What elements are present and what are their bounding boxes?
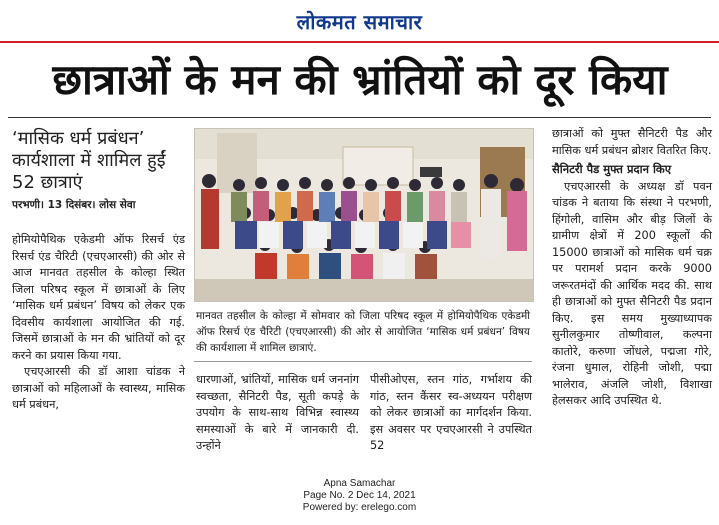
article-column-middle-1 <box>196 372 359 455</box>
headline-rule <box>8 117 711 118</box>
masthead-rule <box>0 41 719 43</box>
paragraph: एचएआरसी के अध्यक्ष डॉ पवन चांडक ने बताया कि संस्था ने परभणी, हिंगोली, वासिम और बीड़ जिलों के ग्रामीण क्षेत्रों में 200 स्कूलों की 15000 छात्राओं को मासिक धर्म चक्र पर परामर्श प्रदान करके 9000 जरूरतमंदों की आर्थिक मदद की. साथ ही छात्राओं को मुफ्त सैनिटरी पैड प्रदान किए. इस समय मुख्याध्यापक सुनीलकुमार तोष्णीवाल, कल्पना कातोरे, करुणा जोंधले, पद्मजा गोरे, रंजना धुमाल, रोहिनी जोशी, पद्मा भालेराव, अंजलि जोशी, विशाखा हेलसकर आदि उपस्थित थे. <box>552 179 712 407</box>
footer-powered-by: Powered by: erelego.com <box>302 502 417 513</box>
paragraph: होमियोपैथिक एकेडमी ऑफ रिसर्च एंड रिसर्च एंड चैरिटी (एचएआरसी) की ओर से आज मानवत तहसील के कोल्हा स्थित जिला परिषद स्कूल में छात्राओं के लिए ‘मासिक धर्म प्रबंधन’ विषय को लेकर एक दिवसीय कार्यशाला आयोजित की गई. जिसमें छात्राओं के मन की भ्रांतियों को दूर करने का प्रयास किया गया. <box>12 233 185 362</box>
paragraph: पीसीओएस, स्तन गांठ, गर्भाशय की गांठ, स्तन कैंसर स्व-अध्ययन परीक्षण को लेकर छात्राओं का मार्गदर्शन किया. इस अवसर पर एचएआरसी ने उपस्थित 52 <box>370 373 532 452</box>
footer-page-date: Page No. 2 Dec 14, 2021 <box>303 490 416 501</box>
paragraph: छात्राओं को मुफ्त सैनिटरी पैड और मासिक धर्म प्रबंधन ब्रोशर वितरित किए. <box>552 127 712 157</box>
article-photo <box>194 128 534 302</box>
newspaper-logo: लोकमत समाचार <box>296 10 423 34</box>
article-column-middle-2 <box>370 372 532 455</box>
paragraph: धारणाओं, भ्रांतियों, मासिक धर्म जननांग स्वच्छता, सैनिटरी पैड, सूती कपड़े के उपयोग के साथ-साथ विभिन्न स्वास्थ्य समस्याओं के बारे में जानकारी दी. उन्होंने <box>196 373 359 452</box>
paragraph: एचएआरसी की डॉ आशा चांडक ने छात्राओं को महिलाओं के स्वास्थ्य, मासिक धर्म प्रबंधन, <box>12 365 185 411</box>
article-column-right <box>552 126 712 410</box>
page-footer <box>0 478 719 514</box>
caption-rule <box>194 361 532 362</box>
article-subheadline: ‘मासिक धर्म प्रबंधन’ कार्यशाला में शामिल हुईं 52 छात्राएं <box>12 128 166 193</box>
photo-caption: मानवत तहसील के कोल्हा में सोमवार को जिला परिषद स्कूल में होमियोपैथिक एकेडमी ऑफ रिसर्च एंड चैरिटी (एचएआरसी) की ओर से आयोजित ‘मासिक धर्म प्रबंधन’ विषय की कार्यशाला में शामिल छात्राएं. <box>196 310 530 354</box>
footer-publication: Apna Samachar <box>323 478 396 489</box>
section-subheading: सैनिटरी पैड मुफ्त प्रदान किए <box>552 162 672 176</box>
masthead <box>0 0 719 38</box>
article-column-left <box>12 232 185 414</box>
group-photo-image <box>195 129 533 301</box>
article-byline: परभणी। 13 दिसंबर। लोस सेवा <box>12 199 136 211</box>
article-headline: छात्राओं के मन की भ्रांतियों को दूर किया <box>52 55 668 104</box>
